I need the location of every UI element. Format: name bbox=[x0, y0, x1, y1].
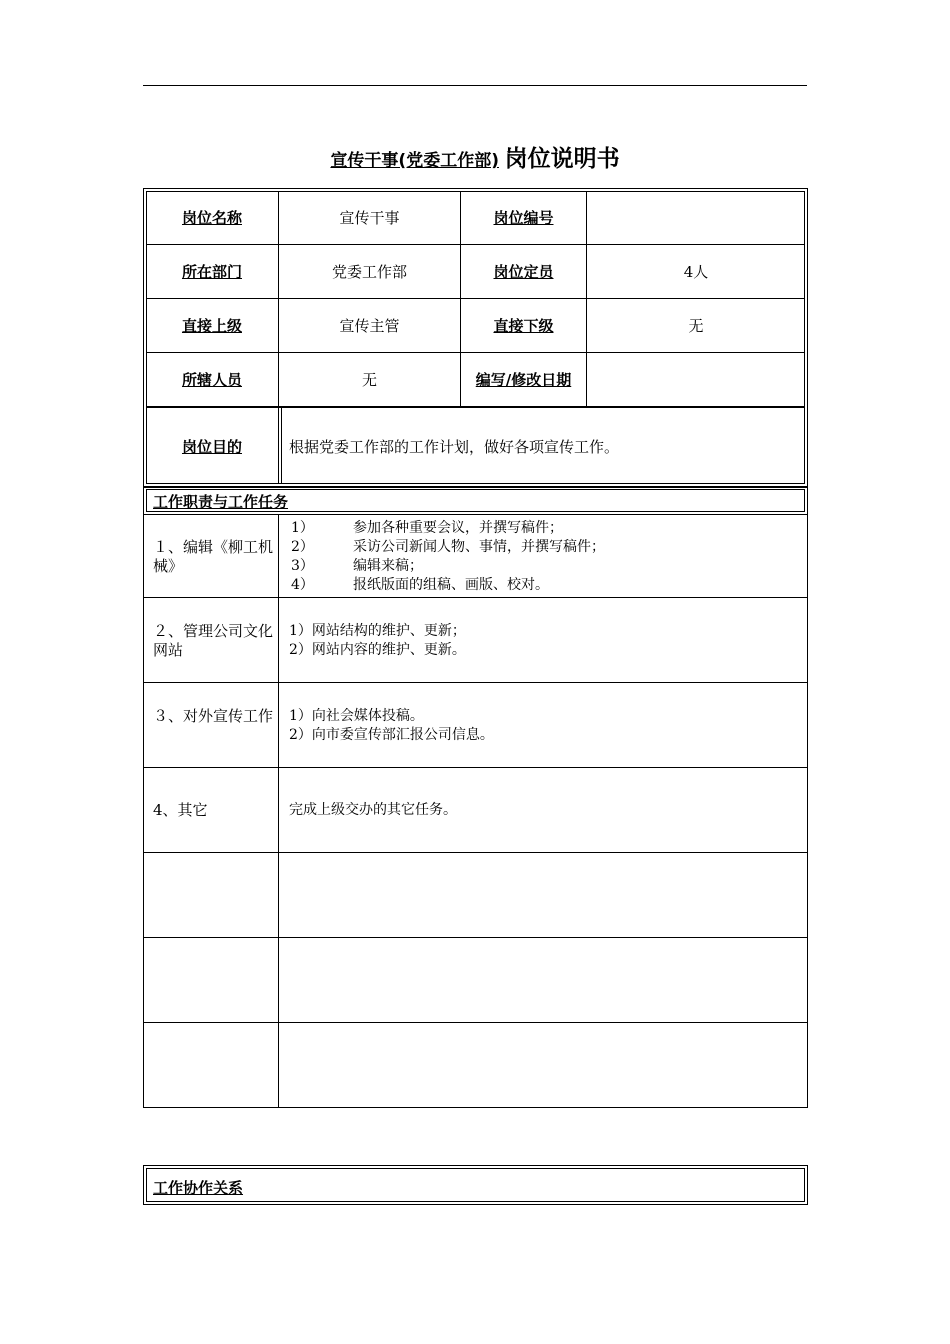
duty-label-4: 4、其它 bbox=[153, 801, 208, 819]
duty-item-num: 2） bbox=[291, 539, 314, 555]
title-position-dept: 宣传干事(党委工作部) bbox=[330, 151, 499, 171]
date-value bbox=[587, 353, 805, 406]
staff-label: 所辖人员 bbox=[181, 371, 242, 389]
duty-item-text: 采访公司新闻人物、事情，并撰写稿件； bbox=[353, 539, 605, 555]
duty-item bbox=[291, 538, 801, 557]
duty-line: 2）向市委宣传部汇报公司信息。 bbox=[289, 727, 494, 743]
row-divider bbox=[143, 597, 808, 598]
duty-line: 完成上级交办的其它任务。 bbox=[289, 802, 457, 818]
duty-line: 1）网站结构的维护、更新； bbox=[289, 623, 466, 639]
title-doc-type: 岗位说明书 bbox=[504, 146, 620, 172]
duty-item-num: 4） bbox=[291, 577, 314, 593]
duty-label-3: ３、对外宣传工作 bbox=[153, 707, 274, 725]
purpose-label: 岗位目的 bbox=[181, 437, 242, 456]
row-divider bbox=[143, 767, 808, 768]
duty-item-text: 参加各种重要会议，并撰写稿件； bbox=[353, 520, 563, 536]
purpose-value: 根据党委工作部的工作计划，做好各项宣传工作。 bbox=[289, 437, 620, 456]
duty-item-num: 3） bbox=[291, 558, 314, 574]
superior-label: 直接上级 bbox=[181, 317, 242, 335]
duty-items-1 bbox=[291, 519, 801, 595]
superior-value: 宣传主管 bbox=[339, 317, 400, 335]
date-label: 编写/修改日期 bbox=[475, 371, 572, 389]
duty-line: 1）向社会媒体投稿。 bbox=[289, 708, 424, 724]
subordinate-value: 无 bbox=[688, 317, 704, 335]
headcount-label: 岗位定员 bbox=[493, 263, 554, 281]
duty-item-text: 报纸版面的组稿、画版、校对。 bbox=[353, 577, 549, 593]
dept-value: 党委工作部 bbox=[331, 263, 407, 281]
duty-item bbox=[291, 557, 801, 576]
duty-items-3 bbox=[289, 707, 799, 745]
job-code-value bbox=[587, 191, 805, 244]
row-divider bbox=[143, 1022, 808, 1023]
duty-label-1: １、编辑《柳工机械》 bbox=[153, 538, 274, 575]
col-divider bbox=[281, 407, 282, 484]
cooperation-inner bbox=[146, 1168, 805, 1202]
duty-line: 2）网站内容的维护、更新。 bbox=[289, 642, 466, 658]
header-rule bbox=[143, 85, 807, 86]
duty-item-num: 1） bbox=[291, 520, 314, 536]
duty-item bbox=[291, 576, 801, 595]
staff-value: 无 bbox=[361, 371, 377, 389]
duty-item bbox=[291, 519, 801, 538]
job-name-value: 宣传干事 bbox=[339, 209, 400, 227]
duties-heading: 工作职责与工作任务 bbox=[153, 493, 289, 511]
duty-item-text: 编辑来稿； bbox=[353, 558, 423, 574]
row-divider bbox=[143, 682, 808, 683]
row-divider bbox=[143, 937, 808, 938]
document-title bbox=[143, 140, 807, 173]
subordinate-label: 直接下级 bbox=[493, 317, 554, 335]
dept-label: 所在部门 bbox=[181, 263, 242, 281]
duty-items-2 bbox=[289, 622, 799, 660]
duty-label-2: ２、管理公司文化网站 bbox=[153, 622, 274, 659]
row-divider bbox=[143, 852, 808, 853]
duty-items-4 bbox=[289, 801, 799, 820]
cooperation-heading: 工作协作关系 bbox=[153, 1179, 244, 1197]
headcount-value: 4人 bbox=[683, 263, 709, 281]
row-divider bbox=[143, 514, 808, 515]
col-divider bbox=[278, 514, 279, 1107]
job-code-label: 岗位编号 bbox=[493, 209, 554, 227]
job-name-label: 岗位名称 bbox=[181, 209, 242, 227]
